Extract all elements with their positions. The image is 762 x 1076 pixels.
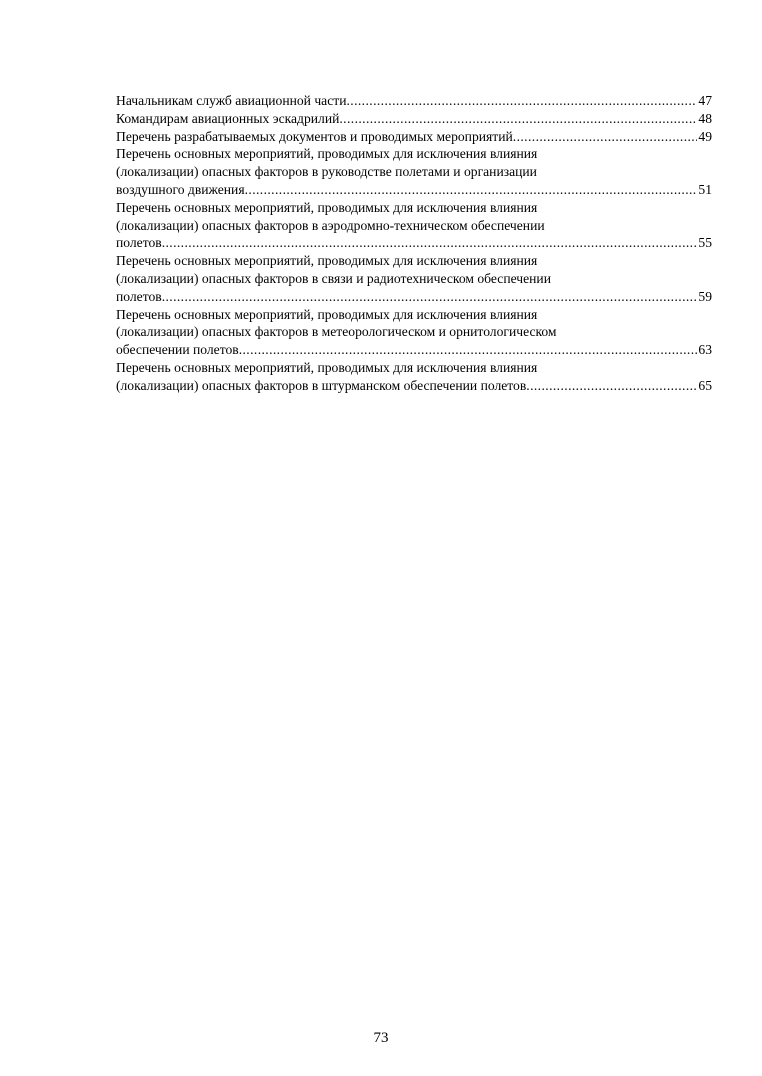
dot-leader (339, 110, 697, 128)
toc-entry-text: Начальникам служб авиационной части (116, 93, 347, 108)
toc-entry-text: Перечень разрабатываемых документов и проводимых мероприятий (116, 128, 513, 144)
toc-entry[interactable] (116, 359, 712, 395)
toc-entry[interactable] (116, 199, 712, 252)
dot-leader (526, 377, 697, 395)
toc-entry-text: (локализации) опасных факторов в аэродромно-техническом обеспечении (116, 217, 545, 233)
page-number: 73 (373, 1030, 389, 1046)
toc-entry-text: полетов (116, 235, 162, 251)
toc-entry[interactable] (116, 92, 712, 110)
toc-entry-text: Перечень основных мероприятий, проводимых для исключения влияния (116, 306, 538, 322)
toc-entry-text: (локализации) опасных факторов в метеорологическом и орнитологическом (116, 324, 557, 340)
toc-page-number: 65 (698, 377, 712, 393)
toc-page-number: 49 (698, 128, 712, 144)
toc-entry[interactable] (116, 145, 712, 198)
toc-page-number: 47 (698, 93, 712, 108)
dot-leader (162, 234, 698, 252)
toc-entry[interactable] (116, 252, 712, 305)
toc-entry-text: Перечень основных мероприятий, проводимых для исключения влияния (116, 146, 538, 162)
toc-page-number: 51 (698, 181, 712, 197)
toc-entry-text: полетов (116, 288, 162, 304)
toc-entry-text: воздушного движения (116, 181, 245, 197)
dot-leader (239, 341, 698, 359)
toc-entry-text: Командирам авиационных эскадрилий (116, 110, 340, 126)
dot-leader (346, 92, 697, 110)
toc-page-number: 63 (698, 342, 712, 358)
toc-page-number: 55 (698, 235, 712, 251)
toc-page-number: 48 (698, 110, 712, 126)
toc-entry-text: (локализации) опасных факторов в руководстве полетами и организации (116, 164, 537, 180)
dot-leader (513, 128, 698, 146)
toc-entry[interactable] (116, 128, 712, 146)
dot-leader (162, 288, 698, 306)
toc-entry-text: обеспечении полетов (116, 342, 239, 358)
toc-entry-text: (локализации) опасных факторов в штурманском обеспечении полетов (116, 377, 527, 393)
table-of-contents (116, 92, 712, 395)
toc-entry[interactable] (116, 306, 712, 359)
toc-entry[interactable] (116, 110, 712, 128)
toc-entry-text: Перечень основных мероприятий, проводимых для исключения влияния (116, 359, 538, 375)
toc-entry-text: Перечень основных мероприятий, проводимых для исключения влияния (116, 253, 538, 269)
toc-entry-text: (локализации) опасных факторов в связи и радиотехническом обеспечении (116, 270, 551, 286)
toc-page-number: 59 (698, 288, 712, 304)
toc-entry-text: Перечень основных мероприятий, проводимых для исключения влияния (116, 199, 538, 215)
dot-leader (245, 181, 698, 199)
